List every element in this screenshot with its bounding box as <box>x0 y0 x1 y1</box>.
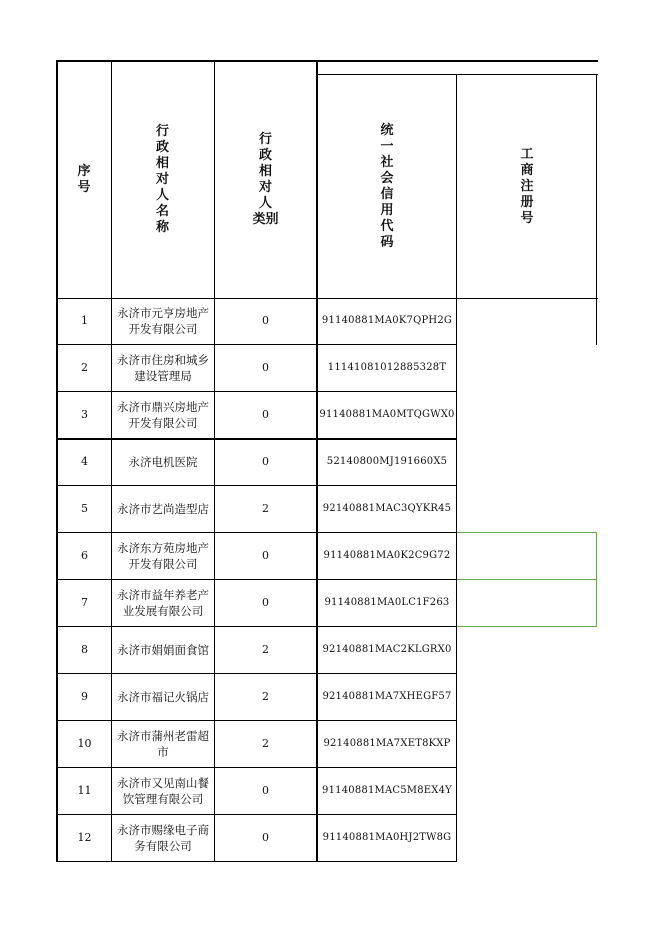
header-subrow-border <box>316 74 598 75</box>
selection-border <box>596 532 597 627</box>
table-left-border <box>56 60 58 862</box>
row-divider <box>56 720 457 721</box>
cell-type: 0 <box>262 314 269 327</box>
cell-seq: 2 <box>81 361 88 374</box>
cell-type: 0 <box>262 408 269 421</box>
cell-credit-code: 91140881MA0LC1F263 <box>324 597 450 608</box>
cell-seq: 8 <box>81 643 88 656</box>
row-divider <box>56 626 457 627</box>
cell-credit-code: 92140881MAC2KLGRX0 <box>322 644 452 655</box>
cell-name: 永济市又见南山餐饮管理有限公司 <box>117 776 209 806</box>
cell-name: 永济市鼎兴房地产开发有限公司 <box>117 400 209 430</box>
cell-type: 2 <box>262 502 269 515</box>
cell-name: 永济市元亨房地产开发有限公司 <box>117 306 209 336</box>
selection-border <box>457 579 597 580</box>
cell-credit-code: 92140881MA7XET8KXP <box>323 738 451 749</box>
cell-name: 永济电机医院 <box>128 455 198 469</box>
cell-type: 0 <box>262 455 269 468</box>
cell-type: 0 <box>262 549 269 562</box>
cell-credit-code: 91140881MA0MTQGWX0 <box>319 409 455 420</box>
col-divider <box>316 60 318 862</box>
cell-seq: 11 <box>77 784 92 797</box>
selection-border <box>457 626 597 627</box>
row-divider <box>56 391 457 392</box>
col-divider <box>214 60 215 862</box>
header-name: 行 政 相 对 人 名 称 <box>155 123 169 235</box>
cell-type: 0 <box>262 831 269 844</box>
cell-credit-code: 91140881MA0K7QPH2G <box>321 315 453 326</box>
cell-credit-code: 91140881MA0HJ2TW8G <box>322 832 452 843</box>
cell-name: 永济市福记火锅店 <box>117 690 209 704</box>
cell-credit-code: 11141081012885328T <box>327 362 447 373</box>
cell-type: 0 <box>262 361 269 374</box>
col-divider-right <box>596 74 597 345</box>
cell-name: 永济市赐缘电子商务有限公司 <box>117 823 209 853</box>
header-bottom-border <box>56 298 598 299</box>
cell-credit-code: 92140881MAC3QYKR45 <box>322 503 452 514</box>
cell-credit-code: 91140881MA0K2C9G72 <box>323 550 451 561</box>
table-top-border <box>56 60 598 62</box>
cell-name: 永济市蒲州老雷超市 <box>117 729 209 759</box>
row-divider-thick <box>56 438 457 440</box>
cell-seq: 9 <box>81 690 88 703</box>
cell-type: 0 <box>262 596 269 609</box>
cell-seq: 12 <box>77 831 92 844</box>
cell-name: 永济东方苑房地产开发有限公司 <box>117 541 209 571</box>
cell-credit-code: 91140881MAC5M8EX4Y <box>322 785 452 796</box>
row-divider <box>56 814 457 815</box>
col-divider <box>111 60 112 862</box>
row-divider <box>56 485 457 486</box>
header-credit-code: 统 一 社 会 信 用 代 码 <box>380 123 394 250</box>
cell-credit-code: 52140800MJ191660X5 <box>326 456 448 467</box>
cell-name: 永济市艺尚造型店 <box>117 502 209 516</box>
header-seq: 序 号 <box>77 163 91 195</box>
cell-name: 永济市娟娟面食馆 <box>117 643 209 657</box>
cell-type: 2 <box>262 737 269 750</box>
cell-name: 永济市益年养老产业发展有限公司 <box>117 588 209 618</box>
row-divider <box>56 861 457 862</box>
cell-seq: 4 <box>81 455 88 468</box>
cell-name: 永济市住房和城乡建设管理局 <box>117 353 209 383</box>
cell-seq: 5 <box>81 502 88 515</box>
cell-type: 0 <box>262 784 269 797</box>
row-divider <box>56 579 457 580</box>
cell-seq: 3 <box>81 408 88 421</box>
cell-seq: 10 <box>77 737 92 750</box>
row-divider <box>56 532 457 533</box>
cell-credit-code: 92140881MA7XHEGF57 <box>322 691 452 702</box>
cell-type: 2 <box>262 690 269 703</box>
row-divider <box>56 344 457 345</box>
header-type: 行 政 相 对 人 类别 <box>252 131 279 227</box>
cell-seq: 1 <box>81 314 88 327</box>
selection-border <box>457 532 597 533</box>
row-divider <box>56 673 457 674</box>
cell-seq: 7 <box>81 596 88 609</box>
col-divider <box>456 74 457 862</box>
cell-type: 2 <box>262 643 269 656</box>
header-biz-reg-no: 工 商 注 册 号 <box>520 147 534 226</box>
cell-seq: 6 <box>81 549 88 562</box>
row-divider <box>56 767 457 768</box>
